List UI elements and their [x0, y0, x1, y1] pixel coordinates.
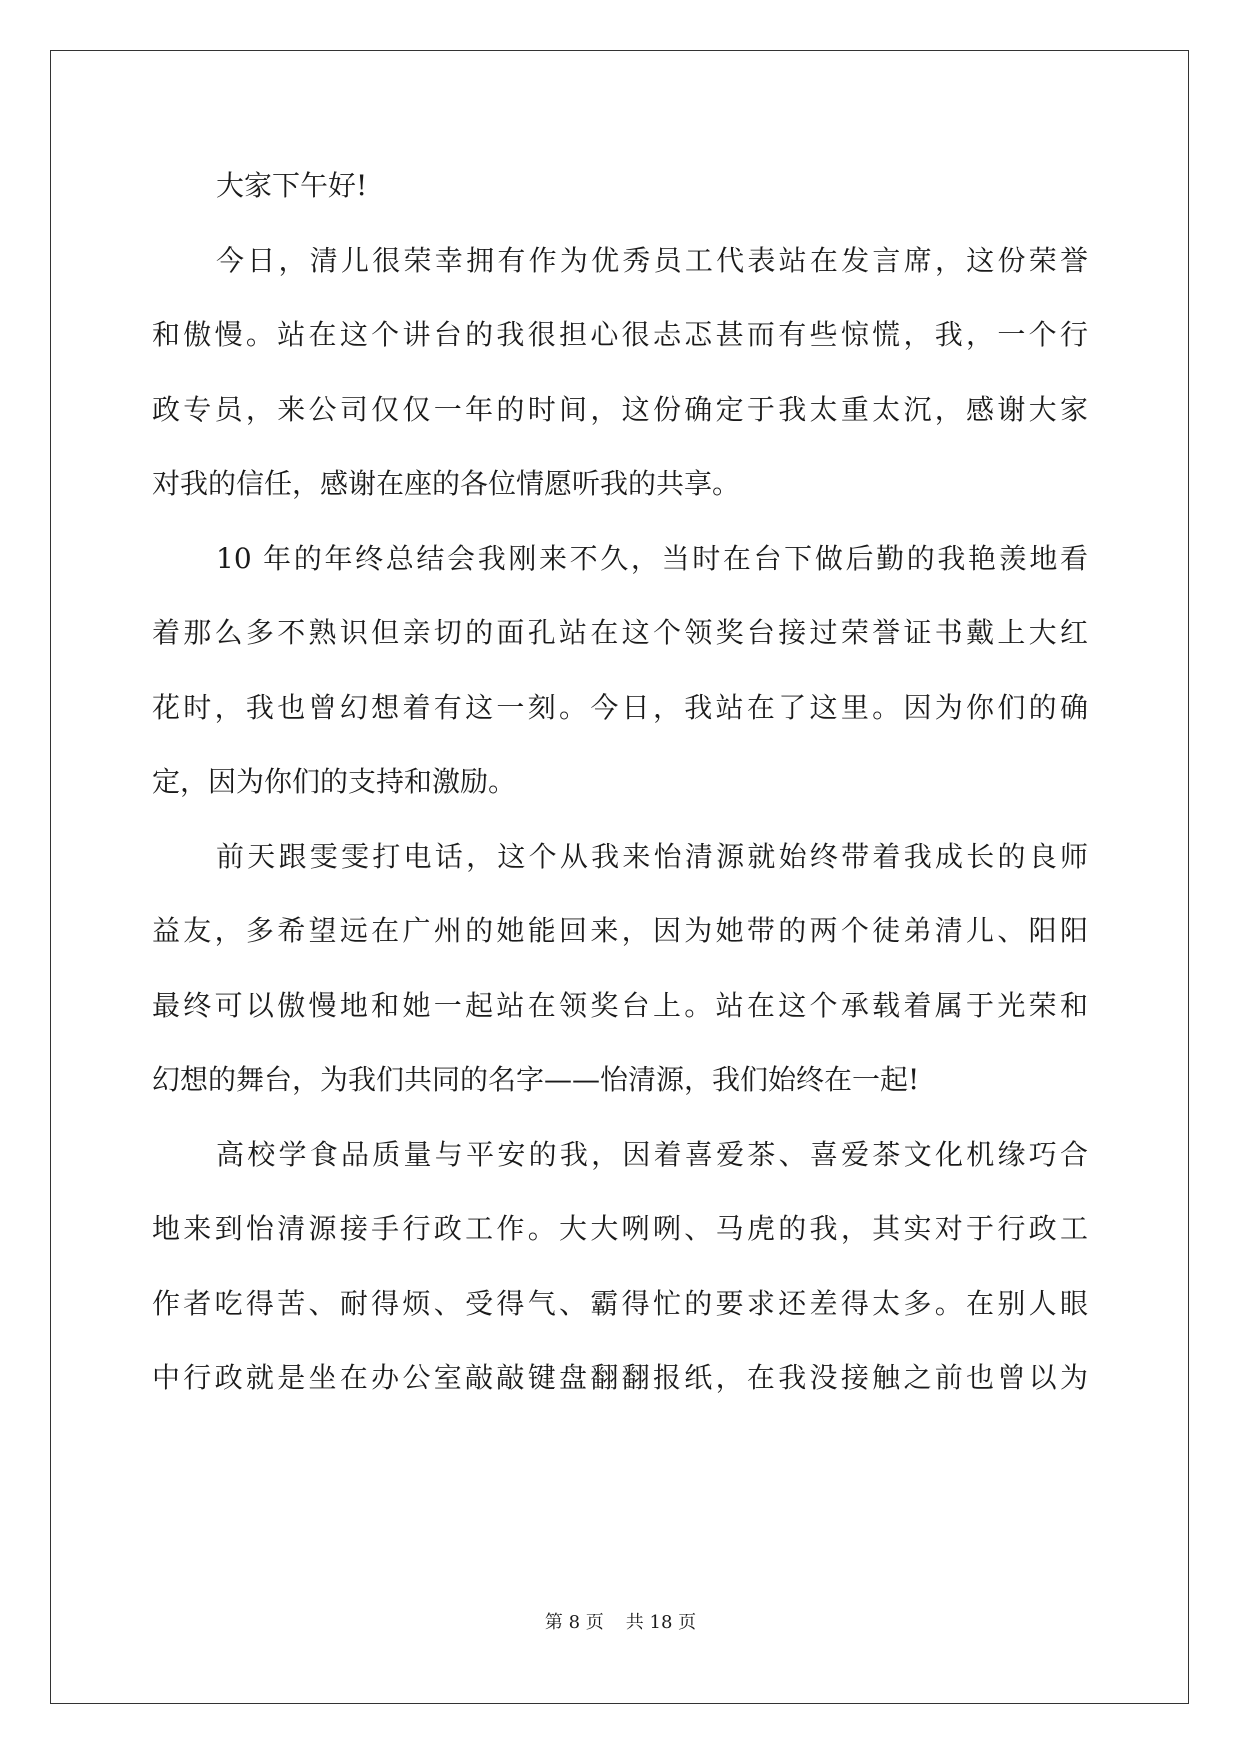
text-line: 大家下午好!	[216, 169, 368, 202]
text-line: 作者吃得苦、耐得烦、受得气、霸得忙的要求还差得太多。在别人眼	[152, 1286, 1088, 1320]
page-number-current: 第 8 页	[544, 1612, 604, 1633]
page-number-total: 共 18 页	[625, 1612, 697, 1633]
text-line: 政专员，来公司仅仅一年的时间，这份确定于我太重太沉，感谢大家	[152, 392, 1088, 426]
text-line: 益友，多希望远在广州的她能回来，因为她带的两个徒弟清儿、阳阳	[152, 914, 1088, 947]
text-line: 定，因为你们的支持和激励。	[152, 765, 517, 798]
page-footer	[0, 1608, 1241, 1634]
text-line: 今日，清儿很荣幸拥有作为优秀员工代表站在发言席，这份荣誉	[216, 243, 1088, 277]
text-line: 着那么多不熟识但亲切的面孔站在这个领奖台接过荣誉证书戴上大红	[152, 616, 1088, 649]
text-line: 高校学食品质量与平安的我，因着喜爱茶、喜爱茶文化机缘巧合	[216, 1137, 1088, 1171]
document-body	[152, 161, 1088, 1428]
text-line: 前天跟雯雯打电话，这个从我来怡清源就始终带着我成长的良师	[216, 839, 1088, 873]
text-line: 对我的信任，感谢在座的各位情愿听我的共享。	[152, 467, 741, 500]
text-line: 花时，我也曾幻想着有这一刻。今日，我站在了这里。因为你们的确	[152, 690, 1088, 724]
text-line: 10 年的年终总结会我刚来不久，当时在台下做后勤的我艳羡地看	[216, 541, 1088, 575]
text-line: 幻想的舞台，为我们共同的名字——怡清源，我们始终在一起!	[152, 1063, 920, 1096]
text-line: 地来到怡清源接手行政工作。大大咧咧、马虎的我，其实对于行政工	[152, 1212, 1088, 1245]
text-line: 和傲慢。站在这个讲台的我很担心很忐忑甚而有些惊慌，我，一个行	[152, 318, 1088, 351]
text-line: 最终可以傲慢地和她一起站在领奖台上。站在这个承载着属于光荣和	[152, 988, 1088, 1022]
text-line: 中行政就是坐在办公室敲敲键盘翻翻报纸，在我没接触之前也曾以为	[152, 1361, 1088, 1394]
